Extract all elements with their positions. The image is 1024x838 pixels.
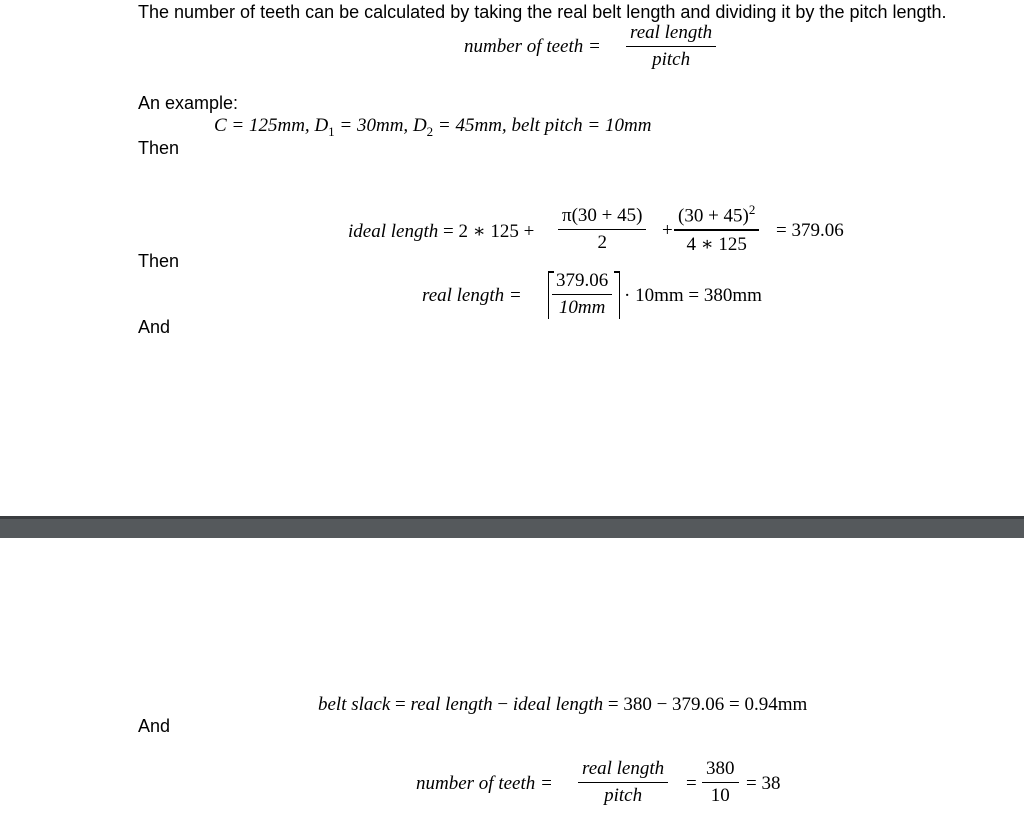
given-d2-value: = 45mm, [433,115,512,136]
page-divider [0,516,1024,538]
ideal-length-result: = 379.06 [776,220,844,241]
fraction-2-denominator: 4 ∗ 125 [686,233,747,255]
fraction-2-numerator: $(30 + 45)^2$ [678,202,756,227]
fraction-1-denominator: 2 [597,232,607,254]
example-heading: An example: [138,93,239,113]
real-length-numerator: 379.06 [556,270,609,291]
example-givens [214,115,651,140]
teeth-formula-numerator: real length [630,22,713,43]
given-d1: D [314,115,329,136]
given-c: C = 125mm, [214,115,315,136]
given-d2: D [412,115,427,136]
teeth-formula-denominator: pitch [652,49,691,71]
given-belt-pitch: belt pitch [511,115,583,136]
belt-slack-label: belt slack [318,694,391,715]
fraction-1-numerator: π(30 + 45) [562,205,643,226]
teeth-final-fraction-1 [578,758,668,807]
subscript-1: 1 [328,123,335,139]
teeth-final-result: = 38 [746,773,781,794]
teeth-final-eq: = [686,773,697,794]
belt-slack-real: real length [410,694,493,715]
teeth-final-lhs: number of teeth = [416,773,553,794]
label-and-2: And [138,716,171,736]
subscript-2: 2 [426,123,434,139]
teeth-formula-lhs: number of teeth = [464,36,601,57]
label-then-2: Then [138,251,180,271]
label-then-1: Then [138,138,180,158]
real-length-denominator: 10mm [558,297,606,319]
teeth-final-numerator-2: 380 [706,758,735,779]
real-length-fraction [552,270,612,319]
given-belt-pitch-value: = 10mm [582,115,652,136]
ideal-length-label: ideal length [348,221,439,242]
real-length-rest: · 10mm = 380mm [624,285,762,306]
teeth-final-fraction-2 [702,758,739,807]
ideal-length-fraction-2 [674,202,759,256]
label-and-1: And [138,317,171,337]
belt-slack-rest: = 380 − 379.06 = 0.94mm [603,694,808,715]
ideal-length-fraction-1 [558,205,646,254]
ideal-length-lhs [348,220,534,243]
teeth-formula-fraction [626,22,716,71]
belt-slack-ideal: ideal length [512,694,604,715]
teeth-final-numerator-1: real length [582,758,665,779]
intro-sentence: The number of teeth can be calculated by taking the real belt length and dividing it by the pitch length. [138,2,947,22]
ideal-length-plus: + [662,220,673,241]
superscript-2: 2 [748,202,756,217]
teeth-final-denominator-1: pitch [604,785,643,807]
teeth-final-denominator-2: 10 [710,785,730,807]
ideal-length-eq: = 2 ∗ 125 + [438,221,535,242]
given-d1-value: = 30mm, [334,115,413,136]
real-length-lhs: real length = [422,285,522,306]
belt-slack-formula: belt slack = real length − ideal length = 380 − 379.06 = 0.94mm [318,694,808,715]
